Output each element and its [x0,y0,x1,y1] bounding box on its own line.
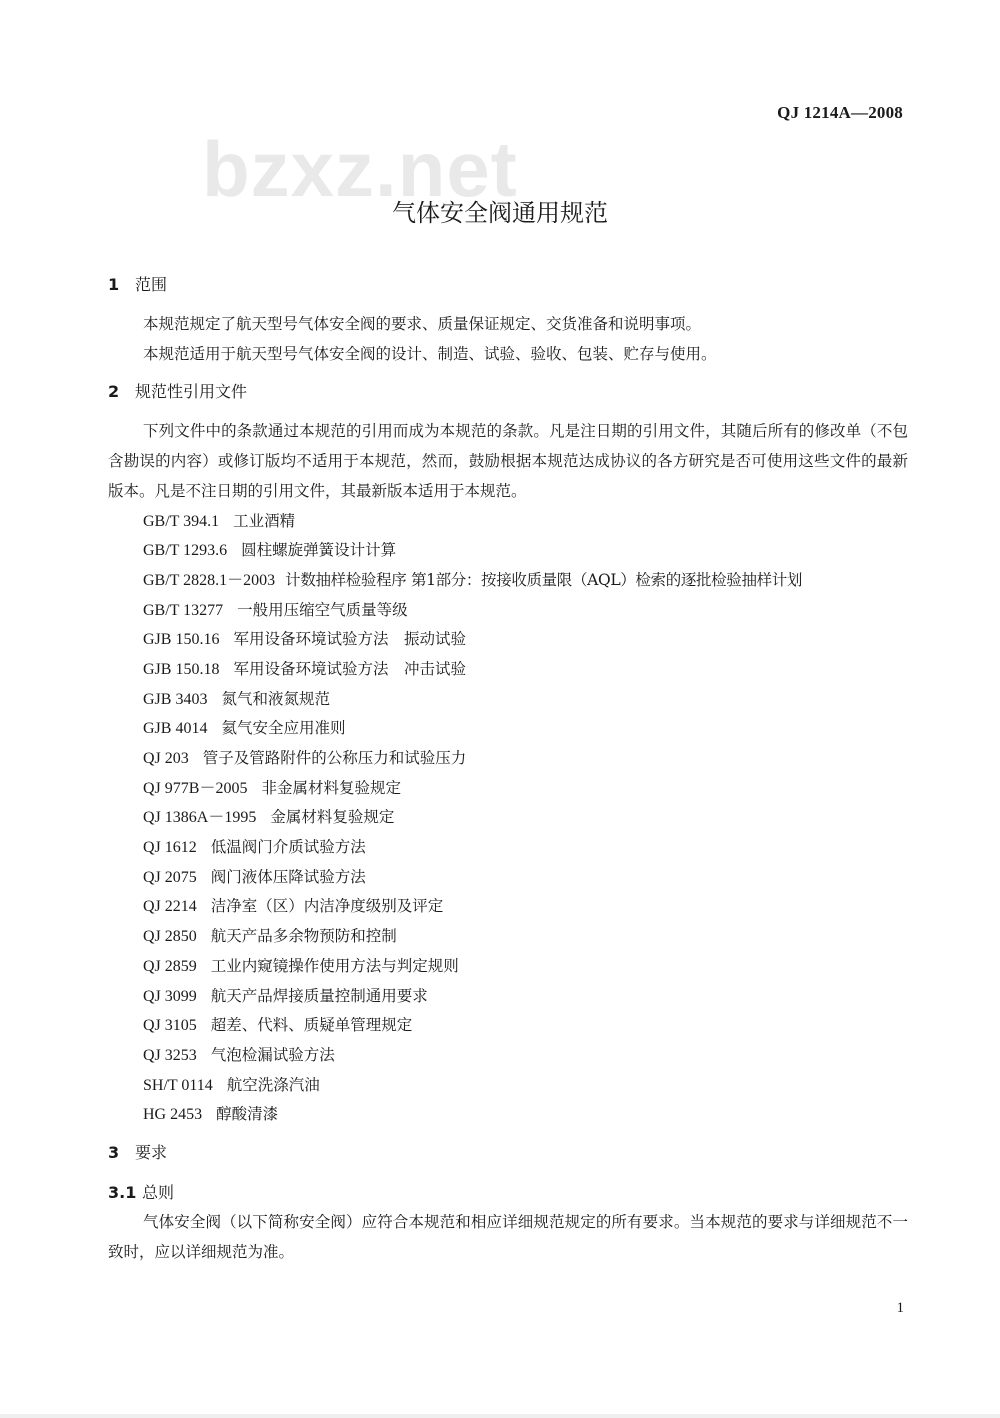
watermark: bzxz.net [202,125,518,213]
section-number: 3 [108,1142,120,1162]
reference-item [143,833,908,863]
reference-code: GB/T 394.1 [143,512,220,530]
reference-code: QJ 3099 [143,987,197,1005]
scope-paragraph: 本规范规定了航天型号气体安全阀的要求、质量保证规定、交货准备和说明事项。 [143,315,702,333]
reference-item [143,982,908,1012]
reference-code: SH/T 0114 [143,1076,213,1094]
reference-item [143,596,908,626]
reference-name: 低温阀门介质试验方法 [210,838,366,857]
subsection-heading-general [108,1178,908,1208]
reference-code: QJ 3253 [143,1046,197,1064]
reference-code: QJ 1386A－1995 [143,809,257,827]
reference-name: 氮气和液氮规范 [221,689,330,708]
reference-name: 军用设备环境试验方法 冲击试验 [233,659,466,678]
reference-name: 非金属材料复验规定 [261,778,401,797]
reference-item [143,507,908,537]
reference-name: 军用设备环境试验方法 振动试验 [233,630,466,649]
section-heading-scope [108,270,908,300]
reference-name: 工业酒精 [233,511,296,530]
section-title: 要求 [135,1142,168,1162]
reference-item [143,1011,908,1041]
reference-name: 阀门液体压降试验方法 [210,867,366,886]
reference-name: 洁净室（区）内洁净度级别及评定 [210,897,444,916]
subsection-number: 3.1 [108,1182,137,1202]
reference-item [143,1100,908,1130]
standard-code: QJ 1214A—2008 [777,103,903,122]
reference-name: 管子及管路附件的公称压力和试验压力 [202,749,467,768]
reference-name: 氦气安全应用准则 [221,719,346,738]
reference-item [143,685,908,715]
reference-name: 超差、代料、质疑单管理规定 [210,1016,413,1035]
reference-code: QJ 977B－2005 [143,779,248,797]
normative-refs-intro: 下列文件中的条款通过本规范的引用而成为本规范的条款。凡是注日期的引用文件，其随后所有的修改单（不包含勘误的内容）或修订版均不适用于本规范，然而，鼓励根据本规范达成协议的各方研究是否可使用这些文件的最新版本。凡是不注日期的引用文件，其最新版本适用于本规范。 [108,422,908,500]
reference-item [143,774,908,804]
reference-code: GB/T 2828.1－2003 [143,571,276,589]
reference-code: QJ 3105 [143,1017,197,1035]
reference-code: GJB 4014 [143,720,208,738]
reference-code: GJB 3403 [143,690,208,708]
reference-list [108,507,908,1130]
reference-code: QJ 2214 [143,898,197,916]
reference-code: GB/T 1293.6 [143,542,228,560]
page-number: 1 [896,1300,904,1316]
reference-name: 航天产品多余物预防和控制 [210,927,397,946]
subsection-title: 总则 [142,1182,175,1202]
reference-code: QJ 1612 [143,839,197,857]
section-number: 1 [108,275,120,294]
reference-name: 航天产品焊接质量控制通用要求 [210,986,428,1005]
section-title: 规范性引用文件 [135,382,248,402]
reference-name: 一般用压缩空气质量等级 [237,600,408,619]
document-title: 气体安全阀通用规范 [392,199,608,227]
reference-item [143,1071,908,1101]
reference-code: HG 2453 [143,1106,203,1124]
reference-item [143,863,908,893]
reference-item [143,1041,908,1071]
section-number: 2 [108,382,120,402]
reference-code: QJ 2859 [143,957,197,975]
reference-item [143,803,908,833]
reference-code: QJ 2075 [143,868,197,886]
reference-name: 圆柱螺旋弹簧设计计算 [241,541,397,560]
reference-item [143,536,908,566]
reference-name: 醇酸清漆 [216,1105,279,1124]
document-body [108,270,908,1267]
reference-code: GJB 150.18 [143,660,220,678]
reference-item [143,922,908,952]
reference-code: QJ 203 [143,750,189,768]
general-paragraph: 气体安全阀（以下简称安全阀）应符合本规范和相应详细规范规定的所有要求。当本规范的要求与详细规范不一致时，应以详细规范为准。 [108,1212,908,1261]
reference-name: 计数抽样检验程序 第1部分：按接收质量限（AQL）检索的逐批检验抽样计划 [285,570,803,589]
scope-paragraph: 本规范适用于航天型号气体安全阀的设计、制造、试验、验收、包装、贮存与使用。 [143,344,717,363]
reference-name: 航空洗涤汽油 [226,1075,320,1094]
section-heading-requirements [108,1138,908,1168]
reference-item [143,566,908,596]
section-title: 范围 [135,275,168,294]
reference-code: QJ 2850 [143,928,197,946]
reference-item [143,744,908,774]
reference-name: 气泡检漏试验方法 [210,1045,335,1064]
reference-item [143,892,908,922]
section-heading-normative-refs [108,377,908,407]
reference-item [143,625,908,655]
reference-item [143,655,908,685]
reference-item [143,952,908,982]
reference-item [143,714,908,744]
reference-code: GB/T 13277 [143,601,224,619]
page-bottom-edge [0,1414,1000,1418]
reference-code: GJB 150.16 [143,631,220,649]
reference-name: 工业内窥镜操作使用方法与判定规则 [210,956,459,975]
reference-name: 金属材料复验规定 [270,808,395,827]
